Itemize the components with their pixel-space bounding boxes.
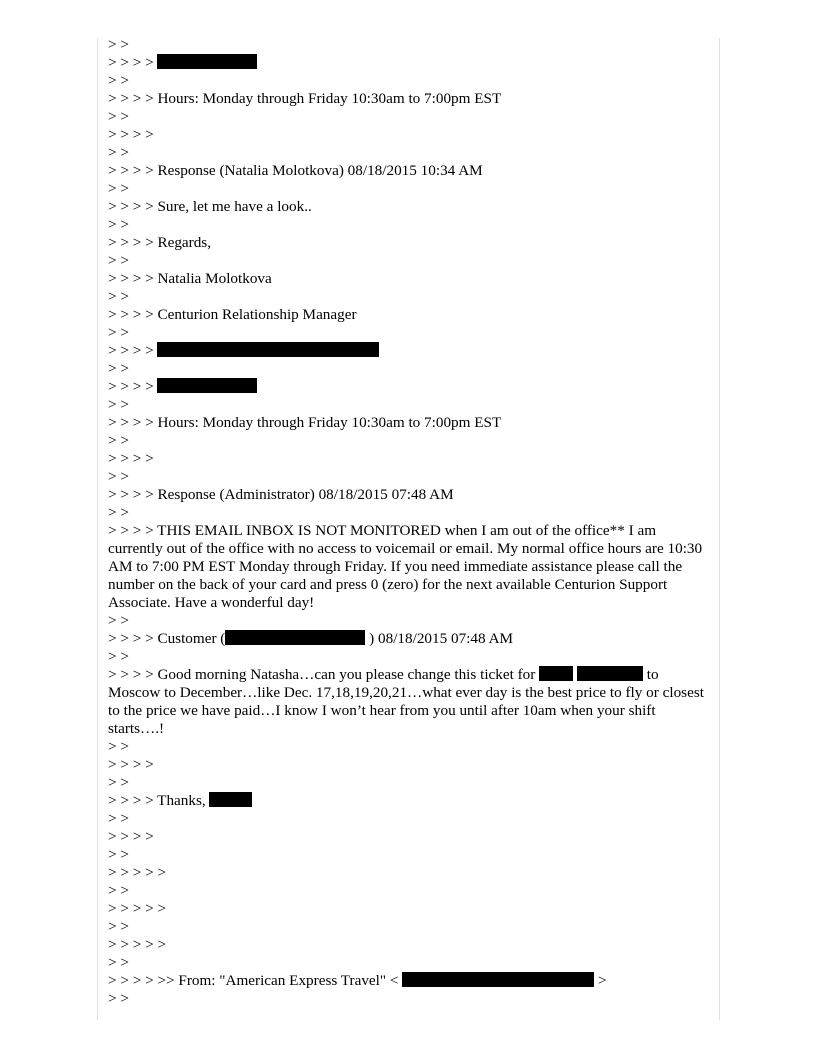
redaction-block bbox=[225, 630, 365, 645]
quote-line: > > bbox=[108, 72, 129, 89]
response-header: > > > > Response (Administrator) 08/18/2015 07:48 AM bbox=[108, 486, 454, 503]
quote-line: > > bbox=[108, 468, 129, 485]
redaction-block bbox=[577, 666, 643, 681]
redaction-block bbox=[157, 342, 379, 357]
from-label: > > > > >> From: "American Express Travel" < bbox=[108, 972, 399, 989]
quote-line: > > bbox=[108, 396, 129, 413]
quote-prefix: > > > > bbox=[108, 378, 154, 395]
quote-line: > > bbox=[108, 36, 129, 53]
page-border-left bbox=[97, 38, 98, 1020]
quote-line bbox=[108, 378, 708, 396]
redaction-block bbox=[157, 54, 257, 69]
redaction-block bbox=[402, 972, 594, 987]
redaction-block bbox=[209, 792, 252, 807]
quote-line: > > bbox=[108, 324, 129, 341]
signature-line: > > > > Regards, bbox=[108, 234, 212, 251]
customer-message-paragraph bbox=[108, 666, 708, 738]
from-header bbox=[108, 972, 708, 990]
customer-header bbox=[108, 630, 708, 648]
quote-line: > > bbox=[108, 810, 129, 827]
quote-line: > > bbox=[108, 360, 129, 377]
quote-prefix: > > > > bbox=[108, 342, 154, 359]
customer-timestamp: ) 08/18/2015 07:48 AM bbox=[369, 630, 514, 647]
quote-line: > > bbox=[108, 990, 129, 1007]
quote-line: > > > > bbox=[108, 450, 154, 467]
quote-line: > > bbox=[108, 774, 129, 791]
quote-line: > > bbox=[108, 648, 129, 665]
quote-line: > > > > bbox=[108, 756, 154, 773]
customer-message-start: > > > > Good morning Natasha…can you please change this ticket for bbox=[108, 666, 536, 683]
quote-line: > > bbox=[108, 432, 129, 449]
quote-line bbox=[108, 342, 708, 360]
message-line: > > > > Sure, let me have a look.. bbox=[108, 198, 312, 215]
page-border-right bbox=[719, 38, 720, 1020]
quote-line: > > bbox=[108, 108, 129, 125]
quote-line: > > > > > bbox=[108, 864, 167, 881]
customer-label: > > > > Customer ( bbox=[108, 630, 226, 647]
quote-line: > > bbox=[108, 882, 129, 899]
quote-line: > > > > bbox=[108, 828, 154, 845]
thanks-text: > > > > Thanks, bbox=[108, 792, 206, 809]
quote-line: > > > > > bbox=[108, 936, 167, 953]
quote-line: > > bbox=[108, 216, 129, 233]
quote-line: > > bbox=[108, 612, 129, 629]
thanks-line bbox=[108, 792, 708, 810]
quote-line: > > > > bbox=[108, 126, 154, 143]
response-header: > > > > Response (Natalia Molotkova) 08/18/2015 10:34 AM bbox=[108, 162, 483, 179]
quote-line: > > bbox=[108, 180, 129, 197]
redaction-block bbox=[157, 378, 257, 393]
quote-line: > > bbox=[108, 738, 129, 755]
signature-name: > > > > Natalia Molotkova bbox=[108, 270, 272, 287]
quote-line: > > bbox=[108, 918, 129, 935]
signature-title: > > > > Centurion Relationship Manager bbox=[108, 306, 357, 323]
quote-line: > > > > > bbox=[108, 900, 167, 917]
hours-line: > > > > Hours: Monday through Friday 10:30am to 7:00pm EST bbox=[108, 90, 502, 107]
auto-reply-paragraph: > > > > THIS EMAIL INBOX IS NOT MONITORED when I am out of the office** I am currently out of the office with no access to voicemail or email. My normal office hours are 10:30 AM to 7:00 PM EST Monday through Friday. If you need immediate assistance please call the number on the back of your card and press 0 (zero) for the next available Centurion Support Associate. Have a wonderful day! bbox=[108, 522, 703, 611]
redaction-block bbox=[539, 666, 573, 681]
customer-message-rest: to Moscow to December…like Dec. 17,18,19,20,21…what ever day is the best price to fly or closest to the price we have paid…I know I won’t hear from you until after 10am when your shift starts….! bbox=[108, 666, 704, 737]
quote-line bbox=[108, 54, 708, 72]
quote-line: > > bbox=[108, 504, 129, 521]
quote-line: > > bbox=[108, 252, 129, 269]
quote-prefix: > > > > bbox=[108, 54, 154, 71]
email-thread-body bbox=[108, 36, 708, 1008]
quote-line: > > bbox=[108, 846, 129, 863]
from-close: > bbox=[598, 972, 607, 989]
quote-line: > > bbox=[108, 288, 129, 305]
quote-line: > > bbox=[108, 144, 129, 161]
hours-line: > > > > Hours: Monday through Friday 10:30am to 7:00pm EST bbox=[108, 414, 502, 431]
quote-line: > > bbox=[108, 954, 129, 971]
